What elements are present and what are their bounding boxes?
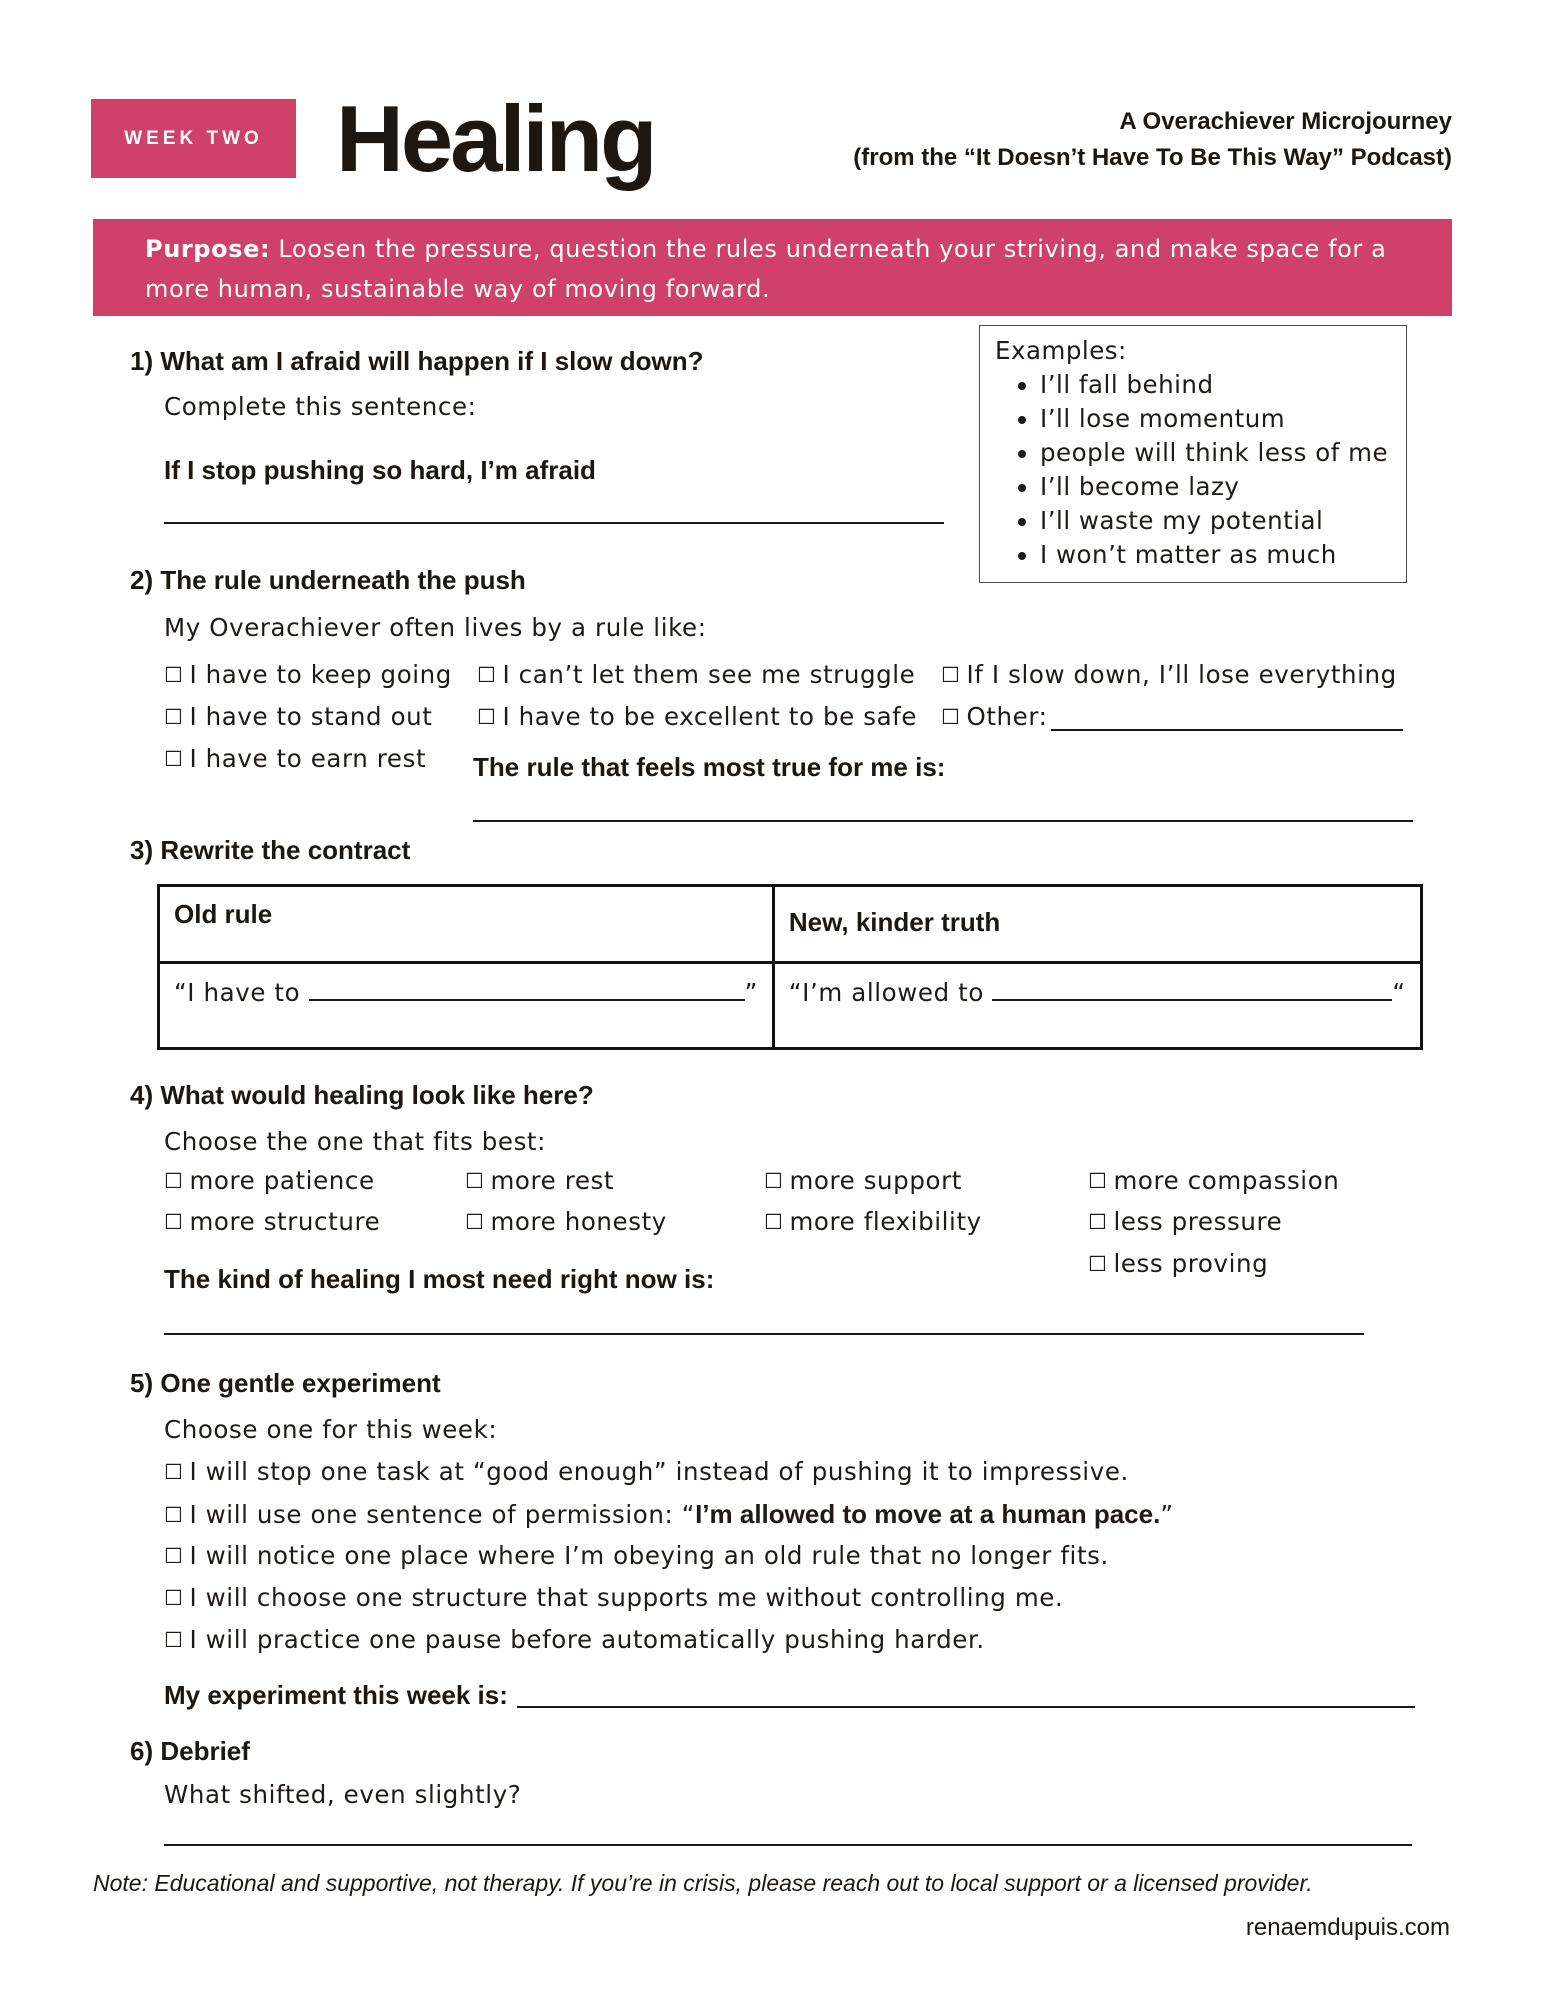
- rule-option-stand-out[interactable]: ☐ I have to stand out: [164, 702, 433, 731]
- healing-option-patience[interactable]: ☐ more patience: [164, 1166, 375, 1195]
- old-rule-end: ”: [744, 978, 758, 1007]
- healing-option-rest[interactable]: ☐ more rest: [465, 1166, 615, 1195]
- rule-other-answer-line[interactable]: [1051, 729, 1403, 731]
- examples-list: [995, 368, 1406, 572]
- old-rule-header: Old rule: [159, 886, 774, 963]
- disclaimer-note: Note: Educational and supportive, not therapy. If you’re in crisis, please reach out to local support or a licensed provider.: [93, 1870, 1313, 1896]
- checkbox-icon[interactable]: ☐: [164, 1628, 184, 1652]
- checkbox-icon[interactable]: ☐: [465, 1210, 485, 1234]
- checkbox-icon[interactable]: ☐: [1088, 1210, 1108, 1234]
- example-item: • people will think less of me: [1040, 436, 1406, 470]
- experiment-option-good-enough[interactable]: ☐ I will stop one task at “good enough” instead of pushing it to impressive.: [164, 1457, 1129, 1486]
- example-item: • I’ll waste my potential: [1040, 504, 1406, 538]
- question-5-answer-line[interactable]: [517, 1706, 1415, 1708]
- examples-box: [979, 325, 1407, 583]
- healing-option-less-pressure[interactable]: ☐ less pressure: [1088, 1207, 1283, 1236]
- question-5-heading: 5) One gentle experiment: [130, 1368, 441, 1398]
- question-3-heading: 3) Rewrite the contract: [130, 835, 411, 865]
- question-2-heading: 2) The rule underneath the push: [130, 565, 526, 595]
- question-6-answer-line[interactable]: [164, 1844, 1412, 1846]
- question-2-prompt: The rule that feels most true for me is:: [473, 752, 946, 782]
- example-item: • I’ll become lazy: [1040, 470, 1406, 504]
- checkbox-icon[interactable]: ☐: [1088, 1252, 1108, 1276]
- checkbox-icon[interactable]: ☐: [164, 1169, 184, 1193]
- website-link[interactable]: renaemdupuis.com: [1245, 1914, 1450, 1941]
- new-truth-end: “: [1392, 978, 1406, 1007]
- question-4-prompt: The kind of healing I most need right now is:: [164, 1264, 715, 1294]
- new-truth-header: New, kinder truth: [773, 886, 1421, 963]
- checkbox-icon[interactable]: ☐: [164, 1586, 184, 1610]
- rule-option-lose-everything[interactable]: ☐ If I slow down, I’ll lose everything: [941, 660, 1397, 689]
- page-subtitle: [853, 104, 1452, 176]
- question-1-instruction: Complete this sentence:: [164, 392, 477, 421]
- checkbox-icon[interactable]: ☐: [164, 1460, 184, 1484]
- subtitle-line-2: (from the “It Doesn’t Have To Be This Way” Podcast): [853, 144, 1452, 171]
- question-6-instruction: What shifted, even slightly?: [164, 1780, 522, 1809]
- contract-table: [157, 884, 1423, 1050]
- question-4-instruction: Choose the one that fits best:: [164, 1127, 546, 1156]
- example-item: • I’ll lose momentum: [1040, 402, 1406, 436]
- rule-option-earn-rest[interactable]: ☐ I have to earn rest: [164, 744, 427, 773]
- checkbox-icon[interactable]: ☐: [1088, 1169, 1108, 1193]
- question-1-heading: 1) What am I afraid will happen if I slow down?: [130, 346, 704, 376]
- subtitle-line-1: A Overachiever Microjourney: [1119, 108, 1452, 135]
- checkbox-icon[interactable]: ☐: [465, 1169, 485, 1193]
- question-5-instruction: Choose one for this week:: [164, 1415, 498, 1444]
- new-truth-start: “I’m allowed to: [788, 978, 984, 1007]
- checkbox-icon[interactable]: ☐: [164, 705, 184, 729]
- examples-label: Examples:: [995, 336, 1127, 365]
- week-badge: [91, 99, 296, 178]
- purpose-label: Purpose:: [145, 235, 271, 263]
- example-item: • I’ll fall behind: [1040, 368, 1406, 402]
- checkbox-icon[interactable]: ☐: [477, 663, 497, 687]
- week-badge-label: WEEK TWO: [124, 127, 263, 149]
- question-1-answer-line[interactable]: [164, 522, 944, 524]
- question-5-prompt: My experiment this week is:: [164, 1680, 508, 1710]
- rule-option-keep-going[interactable]: ☐ I have to keep going: [164, 660, 452, 689]
- rule-option-excellent[interactable]: ☐ I have to be excellent to be safe: [477, 702, 918, 731]
- question-4-heading: 4) What would healing look like here?: [130, 1080, 594, 1110]
- checkbox-icon[interactable]: ☐: [941, 663, 961, 687]
- experiment-option-old-rule[interactable]: ☐ I will notice one place where I’m obeying an old rule that no longer fits.: [164, 1541, 1109, 1570]
- new-truth-blank[interactable]: [992, 981, 1392, 1001]
- experiment-option-pause[interactable]: ☐ I will practice one pause before automatically pushing harder.: [164, 1625, 985, 1654]
- healing-option-honesty[interactable]: ☐ more honesty: [465, 1207, 667, 1236]
- rule-option-struggle[interactable]: ☐ I can’t let them see me struggle: [477, 660, 916, 689]
- question-4-answer-line[interactable]: [164, 1333, 1364, 1335]
- purpose-banner: [93, 219, 1452, 316]
- question-2-answer-line[interactable]: [473, 820, 1413, 822]
- old-rule-start: “I have to: [174, 978, 301, 1007]
- healing-option-compassion[interactable]: ☐ more compassion: [1088, 1166, 1340, 1195]
- example-item: • I won’t matter as much: [1040, 538, 1406, 572]
- checkbox-icon[interactable]: ☐: [164, 1210, 184, 1234]
- page-title: Healing: [336, 86, 655, 191]
- healing-option-structure[interactable]: ☐ more structure: [164, 1207, 381, 1236]
- experiment-option-structure[interactable]: ☐ I will choose one structure that supports me without controlling me.: [164, 1583, 1064, 1612]
- question-2-instruction: My Overachiever often lives by a rule like:: [164, 613, 707, 642]
- checkbox-icon[interactable]: ☐: [164, 1503, 184, 1527]
- checkbox-icon[interactable]: ☐: [164, 747, 184, 771]
- permission-sentence: I’m allowed to move at a human pace.: [695, 1499, 1161, 1529]
- purpose-text: Loosen the pressure, question the rules underneath your striving, and make space for a more human, sustainable way of moving forward.: [145, 235, 1387, 303]
- question-6-heading: 6) Debrief: [130, 1736, 250, 1766]
- question-1-prompt: If I stop pushing so hard, I’m afraid: [164, 455, 596, 485]
- healing-option-flexibility[interactable]: ☐ more flexibility: [764, 1207, 982, 1236]
- checkbox-icon[interactable]: ☐: [764, 1169, 784, 1193]
- old-rule-cell[interactable]: [159, 963, 774, 1049]
- new-truth-cell[interactable]: [773, 963, 1421, 1049]
- checkbox-icon[interactable]: ☐: [164, 663, 184, 687]
- checkbox-icon[interactable]: ☐: [164, 1544, 184, 1568]
- healing-option-support[interactable]: ☐ more support: [764, 1166, 962, 1195]
- experiment-option-permission[interactable]: ☐ I will use one sentence of permission: “I’m allowed to move at a human pace.”: [164, 1499, 1174, 1529]
- healing-option-less-proving[interactable]: ☐ less proving: [1088, 1249, 1269, 1278]
- rule-option-other[interactable]: ☐ Other:: [941, 702, 1048, 731]
- old-rule-blank[interactable]: [309, 981, 745, 1001]
- checkbox-icon[interactable]: ☐: [941, 705, 961, 729]
- checkbox-icon[interactable]: ☐: [477, 705, 497, 729]
- checkbox-icon[interactable]: ☐: [764, 1210, 784, 1234]
